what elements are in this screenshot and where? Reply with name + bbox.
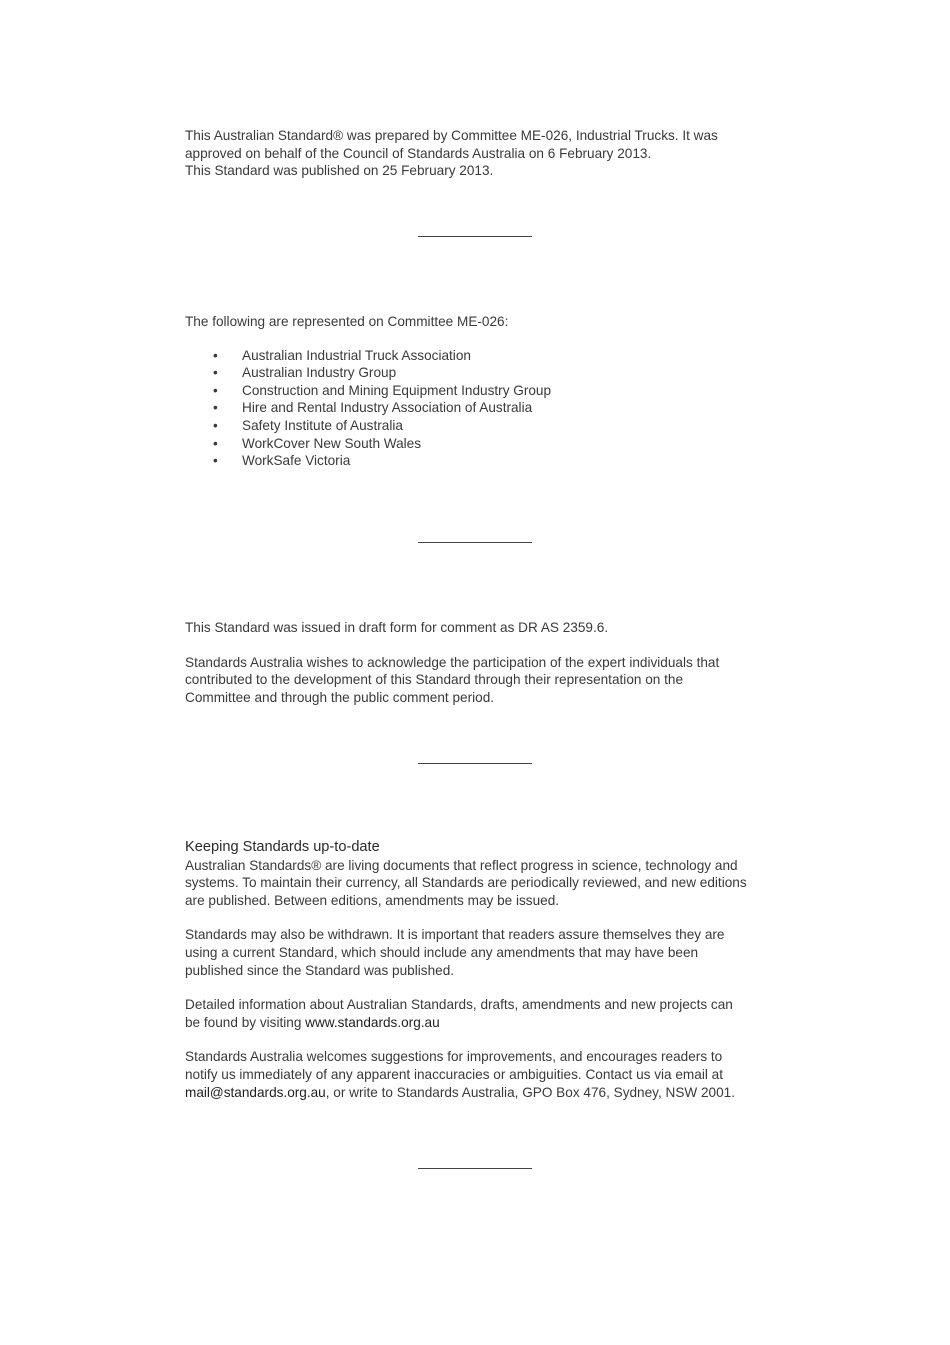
list-item — [185, 382, 775, 400]
bullet-icon: • — [213, 347, 218, 363]
paragraph-text: be found by visiting — [185, 1014, 306, 1030]
bullet-icon: • — [213, 400, 218, 416]
paragraph-line — [185, 1014, 775, 1032]
ack-line: Standards Australia wishes to acknowledge the participation of the expert individuals that — [185, 654, 720, 670]
committee-member: Construction and Mining Equipment Industry Group — [242, 382, 552, 398]
acknowledgement-paragraph — [185, 654, 775, 707]
prep-line-2: approved on behalf of the Council of Standards Australia on 6 February 2013. — [185, 145, 652, 161]
draft-section — [185, 619, 775, 706]
bullet-icon: • — [213, 365, 218, 381]
committee-intro: The following are represented on Committee ME-026: — [185, 314, 509, 329]
list-item — [185, 452, 775, 470]
paragraph-line: Standards Australia welcomes suggestions for improvements, and encourages readers to — [185, 1049, 723, 1065]
paragraph-living-documents — [185, 857, 775, 910]
committee-member: WorkSafe Victoria — [242, 453, 351, 469]
website-link[interactable]: www.standards.org.au — [305, 1014, 440, 1030]
section-divider-2 — [418, 542, 532, 543]
list-item — [185, 435, 775, 453]
section-divider-4 — [418, 1168, 532, 1169]
section-heading: Keeping Standards up-to-date — [185, 839, 380, 855]
section-divider-3 — [418, 763, 532, 764]
preparation-statement — [185, 127, 775, 180]
paragraph-detailed-info — [185, 996, 775, 1031]
committee-member: WorkCover New South Wales — [242, 435, 422, 451]
paragraph-line — [185, 1084, 775, 1102]
paragraph-line: Detailed information about Australian Standards, drafts, amendments and new projects can — [185, 997, 733, 1013]
paragraph-line: Australian Standards® are living documents that reflect progress in science, technology and — [185, 857, 738, 873]
committee-member: Safety Institute of Australia — [242, 417, 403, 433]
email-link[interactable]: mail@standards.org.au — [185, 1084, 326, 1100]
paragraph-line: using a current Standard, which should include any amendments that may have been — [185, 944, 699, 960]
paragraph-line: published since the Standard was published. — [185, 962, 455, 978]
list-item — [185, 399, 775, 417]
committee-section — [185, 313, 775, 470]
ack-line: Committee and through the public comment period. — [185, 689, 495, 705]
committee-member: Australian Industry Group — [242, 365, 397, 381]
paragraph-text: , or write to Standards Australia, GPO Box 476, Sydney, NSW 2001. — [325, 1084, 736, 1100]
paragraph-withdrawn — [185, 926, 775, 979]
bullet-icon: • — [213, 382, 218, 398]
ack-line: contributed to the development of this Standard through their representation on the — [185, 672, 684, 688]
paragraph-line: are published. Between editions, amendments may be issued. — [185, 892, 560, 908]
committee-member: Australian Industrial Truck Association — [242, 347, 471, 363]
list-item — [185, 364, 775, 382]
keeping-up-to-date-section — [185, 839, 775, 1101]
list-item — [185, 417, 775, 435]
prep-line-1: This Australian Standard® was prepared by Committee ME-026, Industrial Trucks. It was — [185, 128, 718, 143]
committee-member: Hire and Rental Industry Association of Australia — [242, 400, 533, 416]
committee-member-list — [185, 347, 775, 470]
paragraph-line: notify us immediately of any apparent inaccuracies or ambiguities. Contact us via email at — [185, 1066, 723, 1082]
bullet-icon: • — [213, 453, 218, 469]
section-divider-1 — [418, 236, 532, 237]
paragraph-suggestions — [185, 1048, 775, 1101]
list-item — [185, 347, 775, 365]
bullet-icon: • — [213, 435, 218, 451]
draft-statement: This Standard was issued in draft form for comment as DR AS 2359.6. — [185, 620, 609, 635]
prep-line-3: This Standard was published on 25 February 2013. — [185, 163, 494, 179]
bullet-icon: • — [213, 417, 218, 433]
paragraph-line: Standards may also be withdrawn. It is important that readers assure themselves they are — [185, 927, 725, 943]
paragraph-line: systems. To maintain their currency, all Standards are periodically reviewed, and new editions — [185, 875, 747, 891]
